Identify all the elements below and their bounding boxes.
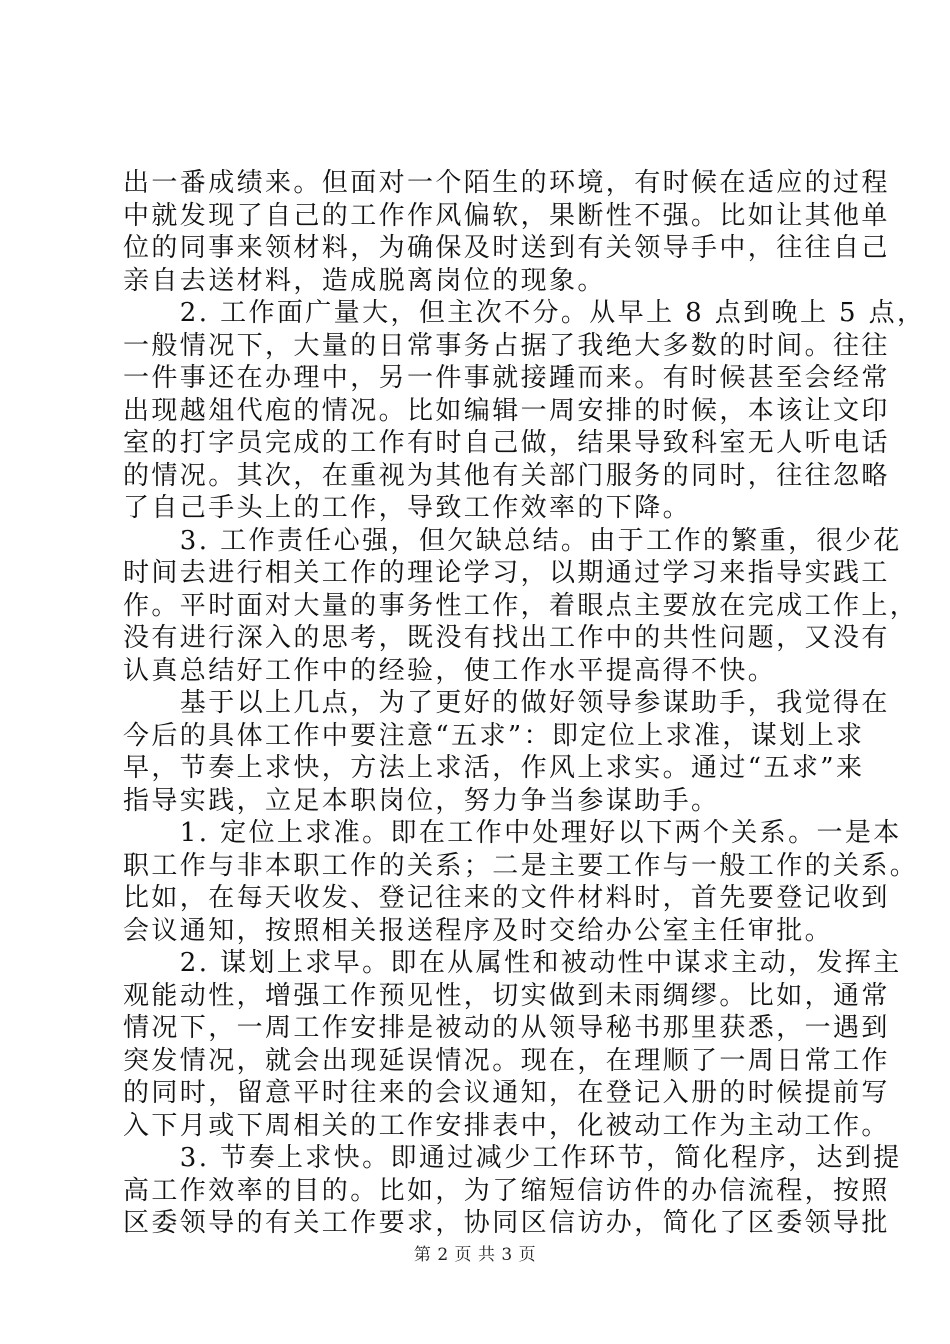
- text-line: 入下月或下周相关的工作安排表中，化被动工作为主动工作。: [123, 1110, 890, 1141]
- text-line: 出一番成绩来。但面对一个陌生的环境，有时候在适应的过程: [123, 168, 890, 198]
- page-footer: 第 2 页 共 3 页: [413, 1245, 537, 1265]
- text-line: 2. 谋划上求早。即在从属性和被动性中谋求主动，发挥主: [123, 948, 902, 978]
- text-line: 2. 工作面广量大，但主次不分。从早上 8 点到晚上 5 点，: [123, 298, 926, 328]
- text-line: 室的打字员完成的工作有时自己做，结果导致科室无人听电话: [123, 428, 890, 458]
- text-line: 早，节奏上求快，方法上求活，作风上求实。通过“五求”来: [123, 753, 865, 783]
- text-line: 指导实践，立足本职岗位，努力争当参谋助手。: [123, 785, 720, 816]
- text-line: 会议通知，按照相关报送程序及时交给办公室主任审批。: [123, 915, 834, 946]
- text-line: 亲自去送材料，造成脱离岗位的现象。: [123, 265, 606, 296]
- text-line: 没有进行深入的思考，既没有找出工作中的共性问题，又没有: [123, 623, 890, 653]
- text-line: 作。平时面对大量的事务性工作，着眼点主要放在完成工作上，: [123, 590, 919, 621]
- text-line: 时间去进行相关工作的理论学习，以期通过学习来指导实践工: [123, 558, 890, 588]
- text-line: 基于以上几点，为了更好的做好领导参谋助手，我觉得在: [123, 688, 890, 718]
- text-line: 认真总结好工作中的经验，使工作水平提高得不快。: [123, 655, 777, 686]
- text-line: 3. 节奏上求快。即通过减少工作环节，简化程序，达到提: [123, 1143, 902, 1173]
- text-line: 中就发现了自己的工作作风偏软，果断性不强。比如让其他单: [123, 200, 890, 231]
- text-line: 职工作与非本职工作的关系；二是主要工作与一般工作的关系。: [123, 850, 919, 881]
- text-line: 出现越俎代庖的情况。比如编辑一周安排的时候，本该让文印: [123, 395, 890, 426]
- text-line: 突发情况，就会出现延误情况。现在，在理顺了一周日常工作: [123, 1045, 890, 1076]
- text-line: 观能动性，增强工作预见性，切实做到未雨绸缪。比如，通常: [123, 980, 890, 1011]
- text-line: 情况下，一周工作安排是被动的从领导秘书那里获悉，一遇到: [123, 1013, 890, 1043]
- text-line: 的同时，留意平时往来的会议通知，在登记入册的时候提前写: [123, 1078, 890, 1108]
- text-line: 高工作效率的目的。比如，为了缩短信访件的办信流程，按照: [123, 1175, 890, 1206]
- text-line: 一件事还在办理中，另一件事就接踵而来。有时候甚至会经常: [123, 363, 890, 393]
- text-line: 了自己手头上的工作，导致工作效率的下降。: [123, 493, 692, 523]
- text-line: 3. 工作责任心强，但欠缺总结。由于工作的繁重，很少花: [123, 525, 902, 556]
- text-line: 位的同事来领材料，为确保及时送到有关领导手中，往往自己: [123, 233, 890, 263]
- text-line: 的情况。其次，在重视为其他有关部门服务的同时，往往忽略: [123, 460, 890, 491]
- text-line: 一般情况下，大量的日常事务占据了我绝大多数的时间。往往: [123, 330, 890, 361]
- text-line: 今后的具体工作中要注意“五求”：即定位上求准，谋划上求: [123, 720, 865, 751]
- text-line: 比如，在每天收发、登记往来的文件材料时，首先要登记收到: [123, 883, 890, 913]
- text-line: 1. 定位上求准。即在工作中处理好以下两个关系。一是本: [123, 818, 902, 848]
- document-body: [123, 167, 926, 1240]
- text-line: 区委领导的有关工作要求，协同区信访办，简化了区委领导批: [123, 1208, 890, 1238]
